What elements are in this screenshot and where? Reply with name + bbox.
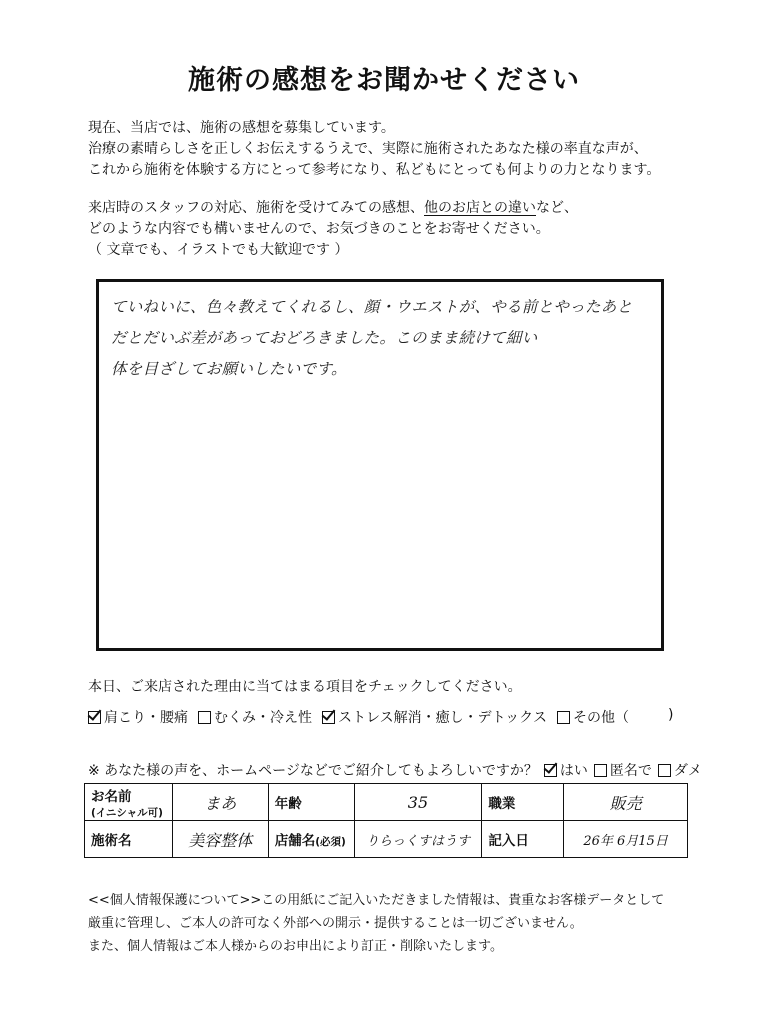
request-text: 来店時のスタッフの対応、施術を受けてみての感想、 — [88, 200, 424, 216]
consent-option-no[interactable] — [658, 760, 702, 780]
consent-label: はい — [559, 763, 588, 779]
request-line-1 — [88, 198, 578, 219]
consent-label: 匿名で — [609, 763, 652, 779]
intro-line: 治療の素晴らしさを正しくお伝えするうえで、実際に施術されたあなた様の率直な声が、 — [88, 141, 648, 157]
store-field[interactable]: りらっくすはうす — [354, 821, 482, 858]
store-label-cell — [268, 821, 354, 858]
reason-label: むくみ・冷え性 — [214, 710, 312, 726]
reason-option[interactable] — [198, 707, 312, 727]
store-note: (必須) — [315, 836, 346, 848]
comment-line: ていねいに、色々教えてくれるし、顔・ウエストが、やる前とやったあと — [111, 298, 633, 316]
request-line-3: （ 文章でも、イラストでも大歓迎です ） — [88, 242, 349, 258]
checkbox[interactable] — [198, 711, 211, 724]
comment-line: だとだいぶ差があっておどろきました。このまま続けて細い — [111, 329, 538, 347]
page-title: 施術の感想をお聞かせください — [188, 65, 580, 96]
intro-line: これから施術を体験する方にとって参考になり、私どもにとっても何よりの力となります。 — [88, 162, 661, 178]
store-label: 店舗名 — [274, 833, 316, 849]
request-text: など、 — [536, 200, 578, 216]
reason-label: 肩こり・腰痛 — [104, 710, 188, 726]
treatment-field[interactable]: 美容整体 — [172, 821, 268, 858]
table-row — [85, 821, 688, 858]
request-emphasis: 他のお店との違い — [424, 200, 536, 216]
reason-other-close: ) — [668, 707, 674, 723]
reason-label: その他（ — [573, 710, 630, 726]
table-row — [85, 784, 688, 821]
comment-line: 体を目ざしてお願いしたいです。 — [111, 360, 347, 378]
job-label: 職業 — [482, 784, 564, 821]
checkbox[interactable] — [658, 764, 671, 777]
name-label-cell — [85, 784, 173, 821]
intro-line: 現在、当店では、施術の感想を募集しています。 — [88, 120, 395, 136]
checkbox[interactable] — [594, 764, 607, 777]
name-label: お名前 — [91, 788, 132, 805]
comment-box[interactable] — [96, 279, 664, 651]
checkbox-checked[interactable] — [322, 711, 335, 724]
date-field[interactable]: 26年 6月15日 — [564, 821, 688, 858]
checkbox[interactable] — [557, 711, 570, 724]
reason-checklist — [88, 707, 639, 727]
privacy-notice — [88, 889, 664, 958]
name-field[interactable]: まあ — [172, 784, 268, 821]
customer-info-table — [84, 783, 688, 858]
request-paragraph — [88, 198, 578, 261]
treatment-label: 施術名 — [85, 821, 173, 858]
age-label: 年齢 — [268, 784, 354, 821]
job-field[interactable]: 販売 — [564, 784, 688, 821]
consent-label: ダメ — [673, 763, 702, 779]
intro-paragraph — [88, 118, 660, 181]
consent-question: ※ あなた様の声を、ホームページなどでご紹介してもよろしいですか？ — [88, 763, 538, 779]
checkbox-checked[interactable] — [544, 764, 557, 777]
privacy-line: <<個人情報保護について>>この用紙にご記入いただきました情報は、貴重なお客様データとして — [88, 893, 665, 908]
request-line-2: どのような内容でも構いませんので、お気づきのことをお寄せください。 — [88, 221, 550, 237]
name-note: (イニシャル可) — [91, 806, 163, 819]
reason-label: ストレス解消・癒し・デトックス — [338, 710, 548, 726]
age-field[interactable]: 35 — [354, 784, 482, 821]
reason-option[interactable] — [322, 707, 547, 727]
consent-row — [88, 760, 702, 780]
consent-option-yes[interactable] — [544, 760, 588, 780]
consent-option-anonymous[interactable] — [594, 760, 652, 780]
reason-option[interactable] — [557, 707, 629, 727]
reason-question: 本日、ご来店された理由に当てはまる項目をチェックしてください。 — [88, 679, 522, 695]
reason-option[interactable] — [88, 707, 188, 727]
handwritten-comment — [111, 292, 632, 385]
privacy-line: 厳重に管理し、ご本人の許可なく外部への開示・提供することは一切ございません。 — [88, 916, 583, 931]
checkbox-checked[interactable] — [88, 711, 101, 724]
date-label: 記入日 — [482, 821, 564, 858]
privacy-line: また、個人情報はご本人様からのお申出により訂正・削除いたします。 — [88, 939, 503, 954]
